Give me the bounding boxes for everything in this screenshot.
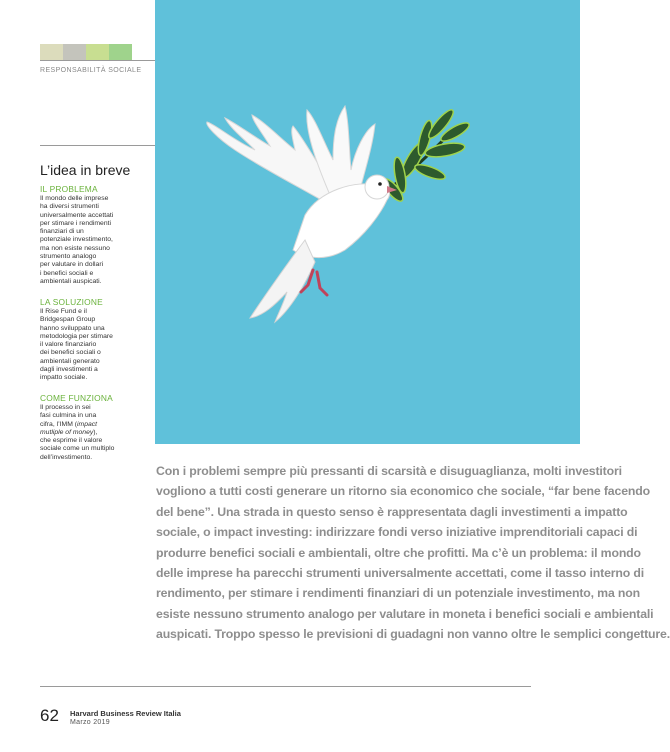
intro-line: esiste nessuno strumento analogo per valutare in moneta i benefici sociali e ambientali (156, 606, 654, 621)
dove-illustration (155, 0, 580, 444)
intro-line: delle imprese ha parecchi strumenti universalmente accettati, come il tasso interno di (156, 566, 645, 581)
brief-block-problem (40, 184, 140, 286)
brief-text-italic: impact mutliple of money (40, 420, 98, 436)
footer-rule (40, 686, 531, 687)
intro-line: vogliono a tutti costi generare un ritorno sia economico che sociale, “far bene facendo (156, 484, 650, 499)
intro-line: rendimento, per stimare i rendimenti finanziari di un potenziale investimento, ma non (156, 586, 640, 601)
brief-text-part: Il processo in sei fasi culmina in una cifra, l’IMM ( (40, 404, 97, 428)
dove-tail (250, 240, 315, 322)
brief-text: Il Rise Fund e il Bridgespan Group hanno sviluppato una metodologia per stimare il valore finanziario dei benefici sociali o ambientali generato dagli investimenti a impatto sociale. (40, 308, 113, 382)
color-swatch (40, 44, 63, 60)
publication-date: Marzo 2019 (70, 719, 110, 726)
brief-text (40, 404, 140, 462)
brief-heading: COME FUNZIONA (40, 393, 113, 403)
color-swatch (63, 44, 86, 60)
brief-heading: LA SOLUZIONE (40, 297, 103, 307)
section-label: RESPONSABILITÀ SOCIALE (40, 67, 142, 74)
brief-block-solution (40, 297, 140, 383)
dove-head (365, 175, 389, 199)
hero-image (155, 0, 580, 444)
brief-block-how (40, 393, 140, 462)
intro-paragraph (156, 461, 670, 645)
intro-line: sociale, o impact investing: indirizzare fondi verso iniziative imprenditoriali capaci di (156, 525, 638, 540)
color-strip (40, 44, 132, 60)
color-swatch (109, 44, 132, 60)
brief-title: L’idea in breve (40, 162, 131, 178)
header-rule (40, 60, 155, 61)
brief-heading: IL PROBLEMA (40, 184, 98, 194)
intro-line: Con i problemi sempre più pressanti di scarsità e disuguaglianza, molti investitori (156, 464, 622, 478)
page-number: 62 (40, 706, 59, 725)
intro-line: del bene”. Una strada in questo senso è rappresentata dagli investimenti a impatto (156, 504, 628, 519)
publication-name: Harvard Business Review Italia (70, 709, 181, 718)
intro-line: produrre benefici sociali e ambientali, oltre che profitti. Ma c’è un problema: il mondo (156, 545, 641, 560)
color-swatch (86, 44, 109, 60)
brief-text-part: ), che esprime il valore sociale come un multiplo dell’investimento. (40, 428, 115, 461)
brief-text: Il mondo delle imprese ha diversi strumenti universalmente accettati per stimare i rendimenti finanziari di un potenziale investimento, ma non esiste nessuno strumento analogo per valutare in dollari i benefici sociali e ambientali auspicati. (40, 195, 114, 285)
intro-line: auspicati. Troppo spesso le previsioni di guadagni non vanno oltre le semplici congetture. (156, 627, 670, 642)
dove-eye (378, 182, 382, 186)
sidebar-rule (40, 145, 155, 146)
